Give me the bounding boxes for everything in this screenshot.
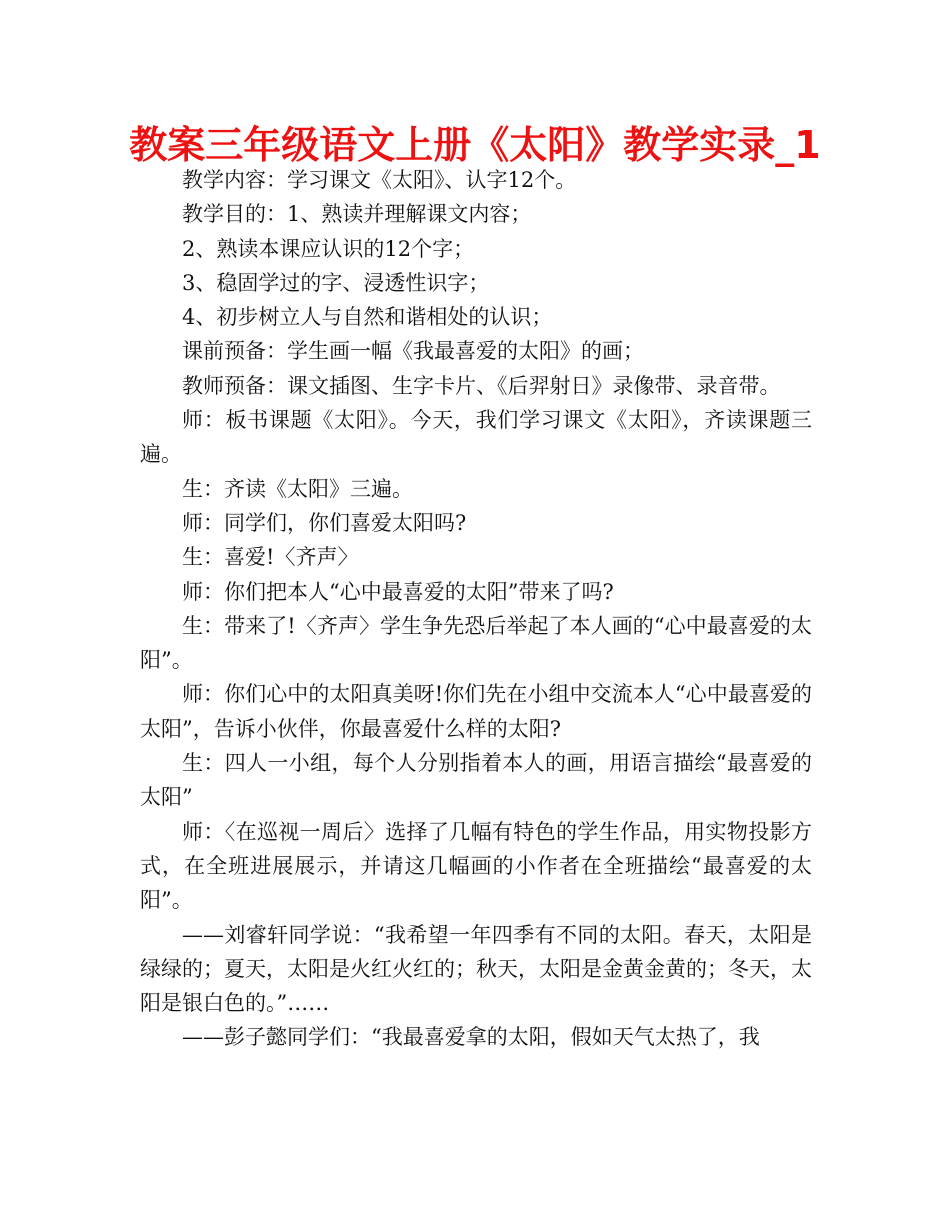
paragraph-dialogue: 生：四人一小组，每个人分别指着本人的画，用语言描绘“最喜爱的太阳” [140, 751, 812, 810]
paragraph-dialogue: 生：喜爱!〈齐声〉 [182, 545, 359, 570]
paragraph-dialogue: 师：〈在巡视一周后〉选择了几幅有特色的学生作品，用实物投影方式，在全班进展展示，并请这几幅画的小作者在全班描绘“最喜爱的太阳”。 [140, 819, 812, 913]
paragraph-dialogue: 师：板书课题《太阳》。今天，我们学习课文《太阳》，齐读课题三遍。 [140, 408, 812, 467]
paragraph-dialogue: 师：你们心中的太阳真美呀!你们先在小组中交流本人“心中最喜爱的太阳”，告诉小伙伴，你最喜爱什么样的太阳? [140, 682, 812, 741]
document-body [140, 163, 812, 1055]
paragraph-goal-3: 3、稳固学过的字、浸透性识字； [182, 270, 490, 295]
paragraph-teaching-goals: 教学目的：1、熟读并理解课文内容； [182, 202, 532, 227]
paragraph-teacher-prep: 教师预备：课文插图、生字卡片、《后羿射日》录像带、录音带。 [182, 373, 781, 398]
paragraph-student-quote: ——刘睿轩同学说：“我希望一年四季有不同的太阳。春天，太阳是绿绿的；夏天，太阳是火红火红的；秋天，太阳是金黄金黄的；冬天，太阳是银白色的。”…… [140, 922, 812, 1016]
paragraph-student-quote: ——彭子懿同学们：“我最喜爱拿的太阳，假如天气太热了，我 [182, 1025, 760, 1050]
paragraph-goal-2: 2、熟读本课应认识的12个字； [182, 236, 475, 261]
document-title: 教案三年级语文上册《太阳》教学实录_1 [129, 123, 821, 167]
paragraph-dialogue: 师：你们把本人“心中最喜爱的太阳”带来了吗? [182, 579, 614, 604]
paragraph-dialogue: 生：带来了!〈齐声〉学生争先恐后举起了本人画的“心中最喜爱的太阳”。 [140, 613, 812, 673]
paragraph-goal-4: 4、初步树立人与自然和谐相处的认识； [182, 305, 553, 330]
paragraph-dialogue: 师：同学们，你们喜爱太阳吗? [182, 510, 467, 535]
paragraph-teaching-content: 教学内容：学习课文《太阳》、认字12个。 [182, 168, 577, 192]
paragraph-dialogue: 生：齐读《太阳》三遍。 [182, 476, 413, 501]
paragraph-student-prep: 课前预备：学生画一幅《我最喜爱的太阳》的画； [182, 339, 644, 364]
